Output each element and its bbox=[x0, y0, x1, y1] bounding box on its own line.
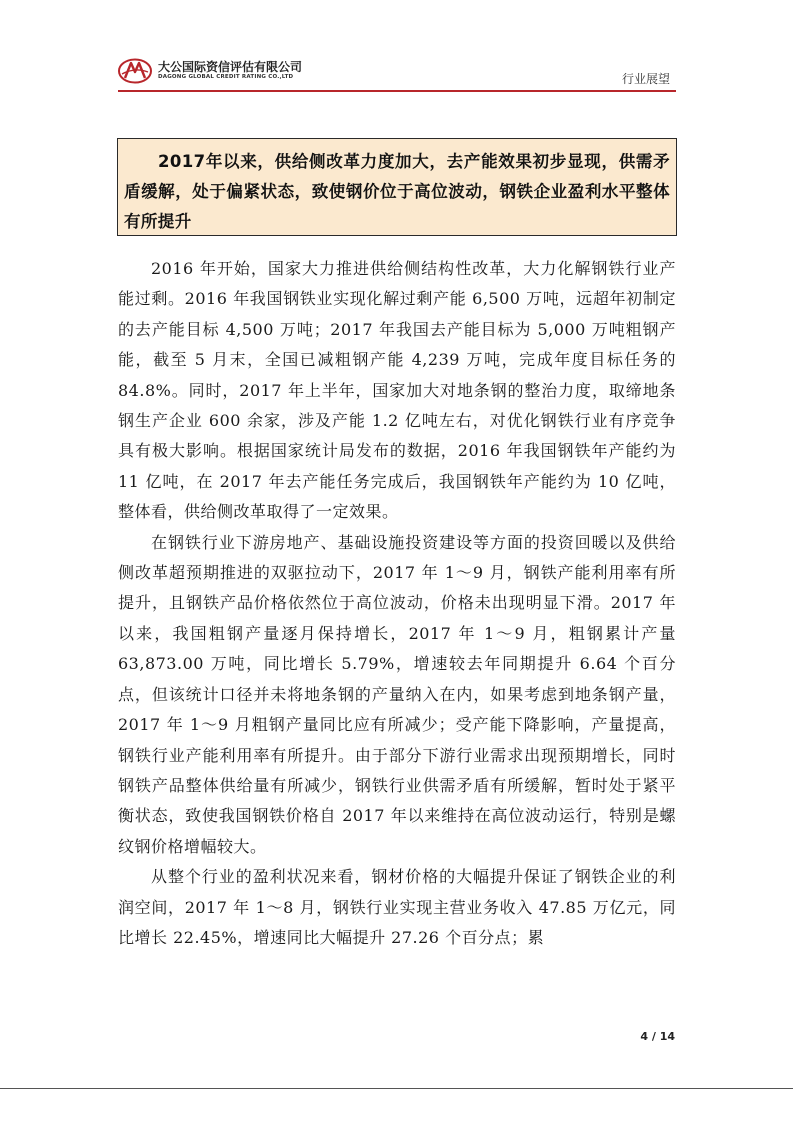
footer-divider bbox=[0, 1088, 793, 1089]
paragraph: 在钢铁行业下游房地产、基础设施投资建设等方面的投资回暖以及供给侧改革超预期推进的双驱拉动下，2017 年 1～9 月，钢铁产能利用率有所提升，且钢铁产品价格依然位于高位波动，价格未出现明显下滑。2017 年以来，我国粗钢产量逐月保持增长，2017 年 1～9 月，粗钢累计产量 63,873.00 万吨，同比增长 5.79%，增速较去年同期提升 6.64 个百分点，但该统计口径并未将地条钢的产量纳入在内，如果考虑到地条钢产量，2017 年 1～9 月粗钢产量同比应有所减少；受产能下降影响，产量提高，钢铁行业产能利用率有所提升。由于部分下游行业需求出现预期增长，同时钢铁产品整体供给量有所减少，钢铁行业供需矛盾有所缓解，暂时处于紧平衡状态，致使我国钢铁价格自 2017 年以来维持在高位波动运行，特别是螺纹钢价格增幅较大。 bbox=[118, 532, 676, 856]
page-header bbox=[118, 52, 676, 92]
body-text bbox=[118, 254, 676, 953]
section-label: 行业展望 bbox=[621, 72, 670, 86]
header-divider bbox=[118, 90, 676, 92]
paragraph: 2016 年开始，国家大力推进供给侧结构性改革，大力化解钢铁行业产能过剩。2016 年我国钢铁业实现化解过剩产能 6,500 万吨，远超年初制定的去产能目标 4,500 万吨；2017 年我国去产能目标为 5,000 万吨粗钢产能，截至 5 月末，全国已减粗钢产能 4,239 万吨，完成年度目标任务的 84.8%。同时，2017 年上半年，国家加大对地条钢的整治力度，取缔地条钢生产企业 600 余家，涉及产能 1.2 亿吨左右，对优化钢铁行业有序竞争具有极大影响。根据国家统计局发布的数据，2016 年我国钢铁年产能约为 11 亿吨，在 2017 年去产能任务完成后，我国钢铁年产能约为 10 亿吨，整体看，供给侧改革取得了一定效果。 bbox=[118, 259, 676, 522]
brand-name-cn: 大公国际资信评估有限公司 bbox=[158, 60, 303, 74]
brand-name-en: DAGONG GLOBAL CREDIT RATING CO.,LTD bbox=[158, 74, 294, 80]
page-number: 4 / 14 bbox=[640, 1030, 675, 1043]
paragraph: 从整个行业的盈利状况来看，钢材价格的大幅提升保证了钢铁企业的利润空间，2017 年 1～8 月，钢铁行业实现主营业务收入 47.85 万亿元，同比增长 22.45%，增速同比大幅提升 27.26 个百分点；累 bbox=[118, 867, 676, 947]
summary-box bbox=[117, 138, 677, 236]
dagong-logo-icon bbox=[118, 58, 152, 84]
summary-text: 2017年以来，供给侧改革力度加大，去产能效果初步显现，供需矛盾缓解，处于偏紧状态，致使钢价位于高位波动，钢铁企业盈利水平整体有所提升 bbox=[124, 152, 670, 231]
